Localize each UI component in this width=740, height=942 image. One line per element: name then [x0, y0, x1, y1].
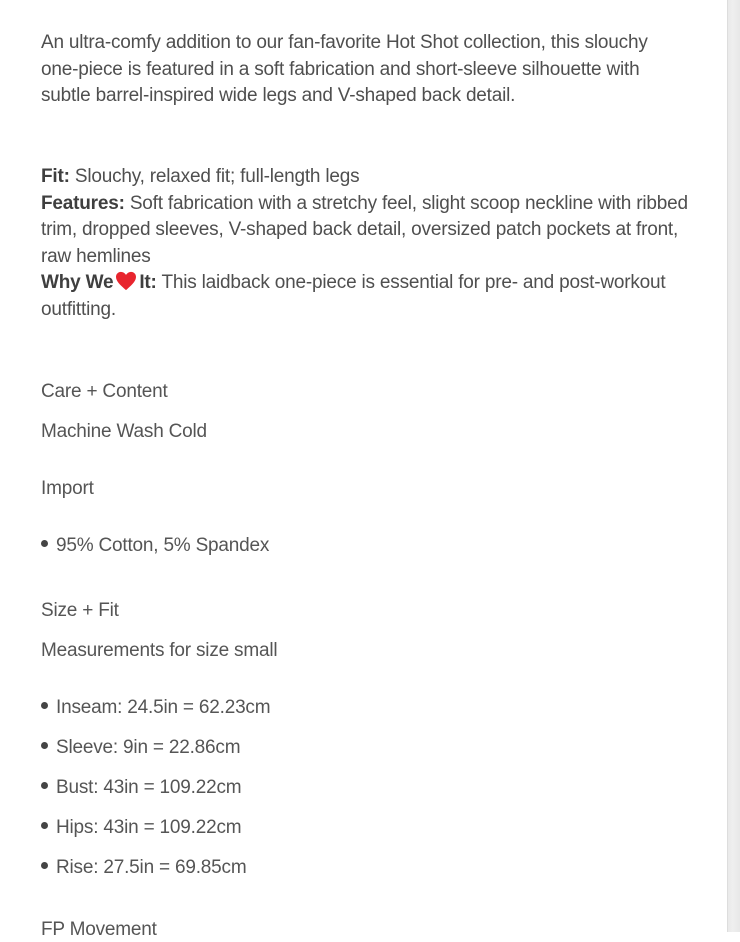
features-text: Soft fabrication with a stretchy feel, slight scoop neckline with ribbed trim, dropped sleeves, V-shaped back detail, oversized patch pockets at front, raw hemlines [41, 192, 688, 267]
material-list-item [41, 534, 269, 558]
care-heading: Care + Content [41, 381, 168, 402]
bullet-dot [41, 862, 48, 869]
care-origin: Import [41, 478, 94, 499]
material-text: 95% Cotton, 5% Spandex [56, 535, 270, 556]
features-label: Features: [41, 192, 125, 214]
measurement-item [41, 696, 270, 720]
features-line [41, 191, 689, 271]
measurement-item [41, 736, 240, 760]
heart-icon [115, 271, 137, 291]
measurement-item [41, 856, 246, 880]
bullet-dot [41, 702, 48, 709]
next-section-heading: FP Movement [41, 919, 157, 940]
size-fit-heading: Size + Fit [41, 600, 119, 621]
why-line [41, 270, 689, 323]
fit-text: Slouchy, relaxed fit; full-length legs [74, 166, 360, 187]
measurement-text: Bust: 43in = 109.22cm [56, 777, 242, 798]
fit-line [41, 164, 689, 191]
product-description [41, 30, 689, 110]
fit-label: Fit: [41, 166, 70, 187]
measurement-text: Inseam: 24.5in = 62.23cm [56, 697, 271, 718]
page-edge [727, 0, 740, 932]
description-paragraph: An ultra-comfy addition to our fan-favorite Hot Shot collection, this slouchy one-piece is featured in a soft fabrication and short-sleeve silhouette with subtle barrel-inspired wide legs and V-shaped back detail. [41, 32, 648, 106]
bullet-dot [41, 782, 48, 789]
measurement-text: Rise: 27.5in = 69.85cm [56, 857, 247, 878]
measurement-text: Sleeve: 9in = 22.86cm [56, 737, 241, 758]
bullet-dot [41, 822, 48, 829]
why-label-end: It: [139, 272, 157, 293]
size-fit-subheading: Measurements for size small [41, 640, 278, 661]
measurement-text: Hips: 43in = 109.22cm [56, 817, 242, 838]
bullet-dot [41, 742, 48, 749]
why-text: This laidback one-piece is essential for pre- and post-workout outfitting. [41, 272, 666, 320]
measurement-item [41, 776, 241, 800]
product-attributes [41, 164, 689, 323]
care-wash: Machine Wash Cold [41, 421, 207, 442]
why-label-start: Why We [41, 272, 114, 293]
bullet-dot [41, 540, 48, 547]
measurement-item [41, 816, 241, 840]
